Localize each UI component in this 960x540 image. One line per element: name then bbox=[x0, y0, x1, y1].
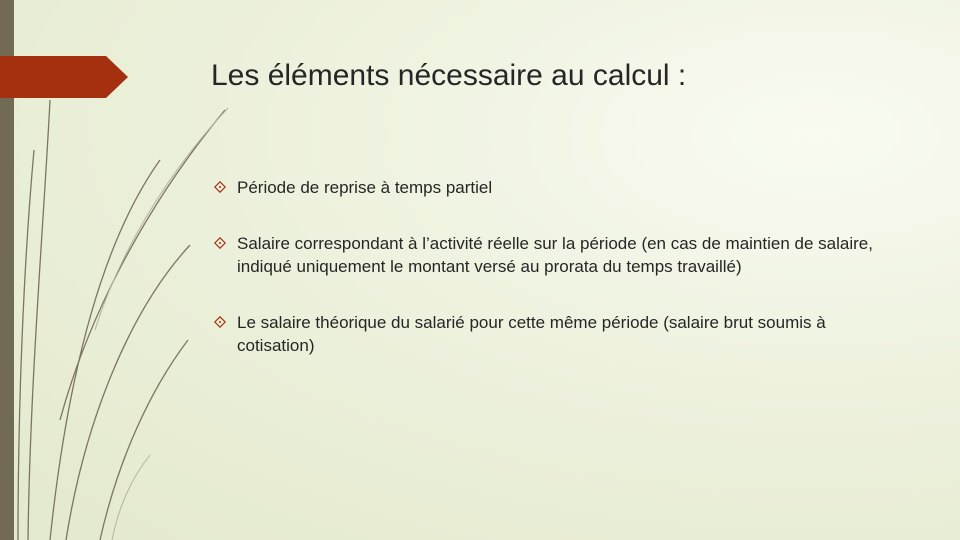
title-accent-tab bbox=[0, 56, 128, 98]
slide-title: Les éléments nécessaire au calcul : bbox=[211, 59, 687, 92]
bullet-list bbox=[214, 176, 904, 357]
bullet-text-salaire-reel: Salaire correspondant à l’activité réelle sur la période (en cas de maintien de salaire, indiqué uniquement le montant versé au prorata du temps travaillé) bbox=[237, 234, 873, 276]
bullet-item-salaire-reel bbox=[214, 232, 904, 278]
diamond-outline-icon bbox=[214, 181, 226, 193]
bullet-text-reprise: Période de reprise à temps partiel bbox=[237, 178, 493, 197]
diamond-outline-icon bbox=[214, 237, 226, 249]
diamond-outline-icon bbox=[214, 316, 226, 328]
bullet-item-reprise bbox=[214, 176, 904, 199]
bullet-item-salaire-theorique bbox=[214, 311, 904, 357]
bullet-text-salaire-theorique: Le salaire théorique du salarié pour cette même période (salaire brut soumis à cotisation) bbox=[237, 313, 826, 355]
